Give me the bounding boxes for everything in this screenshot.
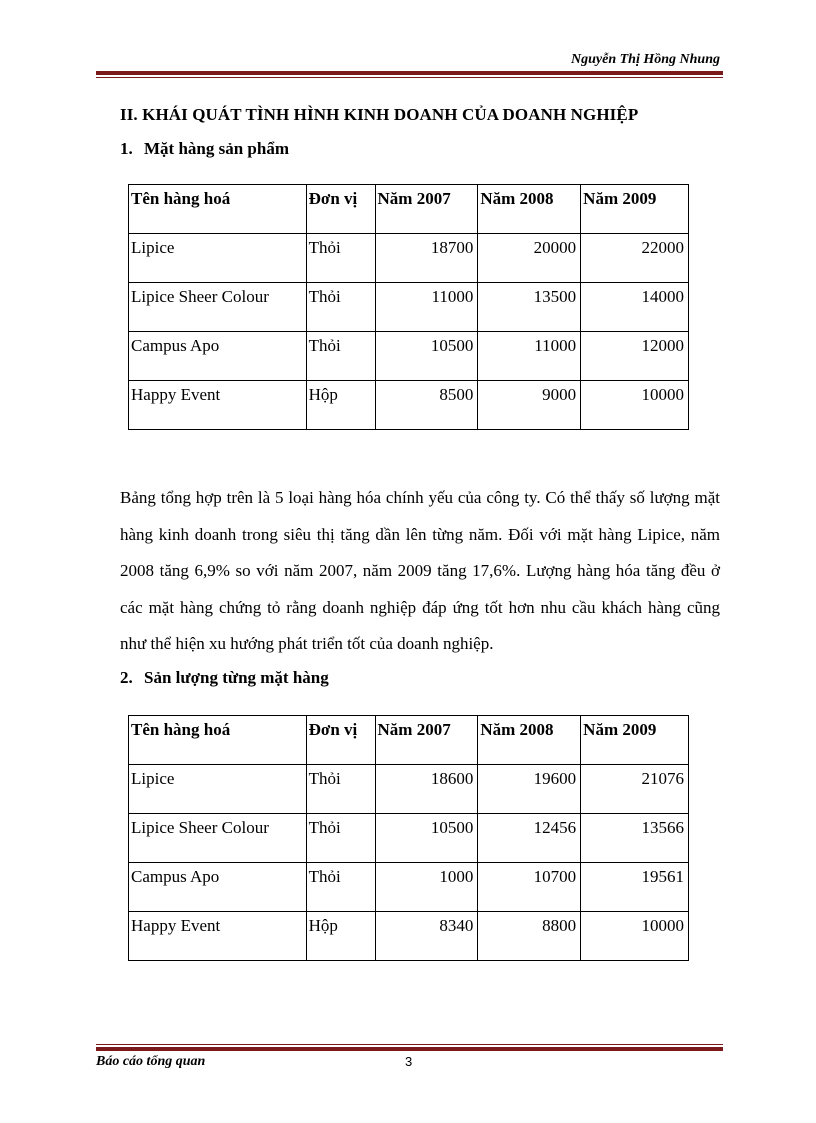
value-cell: 1000 xyxy=(375,863,478,912)
value-cell: 8500 xyxy=(375,381,478,430)
header-cell: Tên hàng hoá xyxy=(129,716,307,765)
subsection-1-heading xyxy=(120,139,289,159)
value-cell: 10000 xyxy=(581,381,689,430)
value-cell: 8800 xyxy=(478,912,581,961)
header-rule xyxy=(96,71,723,78)
value-cell: 11000 xyxy=(375,283,478,332)
value-cell: 9000 xyxy=(478,381,581,430)
table-row xyxy=(129,283,689,332)
value-cell: 19561 xyxy=(581,863,689,912)
value-cell: 10500 xyxy=(375,814,478,863)
header-cell: Năm 2009 xyxy=(581,185,689,234)
header-cell: Năm 2007 xyxy=(375,185,478,234)
footer-rule xyxy=(96,1044,723,1051)
header-cell: Năm 2008 xyxy=(478,185,581,234)
subsection-2-title: Sản lượng từng mặt hàng xyxy=(144,668,329,687)
output-table xyxy=(128,715,689,961)
value-cell: 21076 xyxy=(581,765,689,814)
header-cell: Năm 2009 xyxy=(581,716,689,765)
value-cell: 18600 xyxy=(375,765,478,814)
subsection-1-number: 1. xyxy=(120,139,133,158)
header-cell: Năm 2008 xyxy=(478,716,581,765)
header-cell: Năm 2007 xyxy=(375,716,478,765)
summary-paragraph: Bảng tổng hợp trên là 5 loại hàng hóa chính yếu của công ty. Có thể thấy số lượng mặt hàng kinh doanh trong siêu thị tăng dần lên từng năm. Đối với mặt hàng Lipice, năm 2008 tăng 6,9% so với năm 2007, năm 2009 tăng 17,6%. Lượng hàng hóa tăng đều ở các mặt hàng chứng tỏ rằng doanh nghiệp đáp ứng tốt hơn nhu cầu khách hàng cũng như thể hiện xu hướng phát triển tốt của doanh nghiệp. xyxy=(120,488,720,654)
table-row xyxy=(129,863,689,912)
product-name-cell: Lipice xyxy=(129,234,307,283)
product-name-cell: Lipice xyxy=(129,765,307,814)
product-name-cell: Lipice Sheer Colour xyxy=(129,814,307,863)
value-cell: 10500 xyxy=(375,332,478,381)
value-cell: 19600 xyxy=(478,765,581,814)
value-cell: 10700 xyxy=(478,863,581,912)
unit-cell: Hộp xyxy=(306,912,375,961)
table-row xyxy=(129,912,689,961)
unit-cell: Hộp xyxy=(306,381,375,430)
subsection-2-number: 2. xyxy=(120,668,133,687)
product-name-cell: Happy Event xyxy=(129,912,307,961)
header-author: Nguyễn Thị Hồng Nhung xyxy=(571,52,720,67)
header-cell: Đơn vị xyxy=(306,185,375,234)
table-header-row xyxy=(129,185,689,234)
value-cell: 13566 xyxy=(581,814,689,863)
header-cell: Đơn vị xyxy=(306,716,375,765)
unit-cell: Thỏi xyxy=(306,765,375,814)
unit-cell: Thỏi xyxy=(306,863,375,912)
unit-cell: Thỏi xyxy=(306,234,375,283)
product-name-cell: Happy Event xyxy=(129,381,307,430)
unit-cell: Thỏi xyxy=(306,283,375,332)
product-name-cell: Campus Apo xyxy=(129,332,307,381)
value-cell: 12000 xyxy=(581,332,689,381)
unit-cell: Thỏi xyxy=(306,814,375,863)
product-name-cell: Campus Apo xyxy=(129,863,307,912)
value-cell: 18700 xyxy=(375,234,478,283)
table-row xyxy=(129,765,689,814)
value-cell: 14000 xyxy=(581,283,689,332)
page-number: 3 xyxy=(405,1054,413,1069)
value-cell: 11000 xyxy=(478,332,581,381)
table-header-row xyxy=(129,716,689,765)
value-cell: 8340 xyxy=(375,912,478,961)
table-row xyxy=(129,332,689,381)
header-cell: Tên hàng hoá xyxy=(129,185,307,234)
value-cell: 20000 xyxy=(478,234,581,283)
table-row xyxy=(129,814,689,863)
product-name-cell: Lipice Sheer Colour xyxy=(129,283,307,332)
unit-cell: Thỏi xyxy=(306,332,375,381)
footer-label: Báo cáo tổng quan xyxy=(96,1054,206,1069)
section-title: II. KHÁI QUÁT TÌNH HÌNH KINH DOANH CỦA DOANH NGHIỆP xyxy=(120,105,639,124)
product-table xyxy=(128,184,689,430)
table-row xyxy=(129,234,689,283)
subsection-1-title: Mặt hàng sản phẩm xyxy=(144,139,290,158)
value-cell: 13500 xyxy=(478,283,581,332)
value-cell: 10000 xyxy=(581,912,689,961)
value-cell: 22000 xyxy=(581,234,689,283)
subsection-2-heading xyxy=(120,668,329,688)
table-row xyxy=(129,381,689,430)
value-cell: 12456 xyxy=(478,814,581,863)
